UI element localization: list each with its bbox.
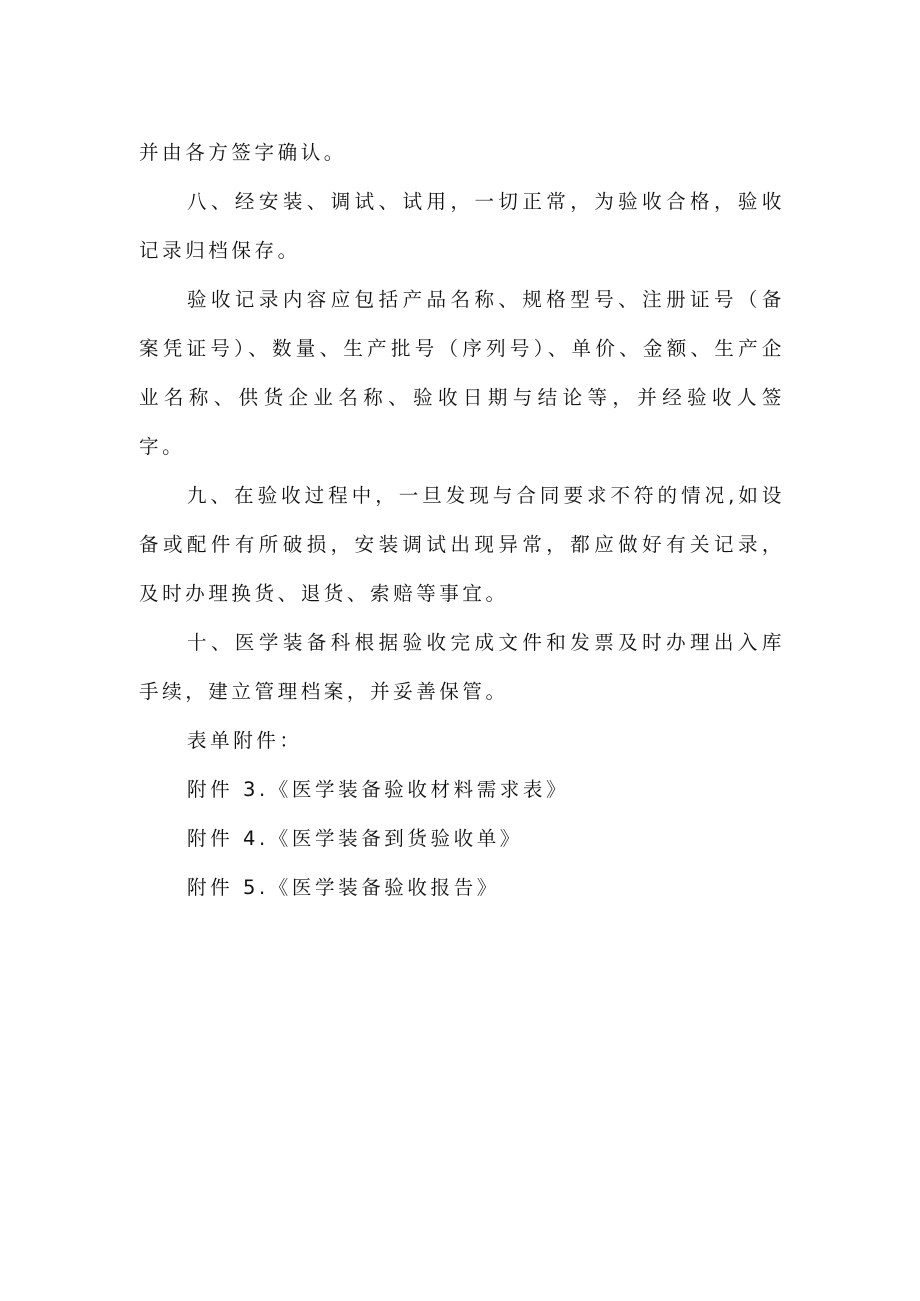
attachment-item-3: 附件 3.《医学装备验收材料需求表》	[187, 778, 570, 801]
attachment-item-4: 附件 4.《医学装备到货验收单》	[187, 827, 523, 850]
paragraph-signature-confirmation: 并由各方签字确认。	[139, 141, 347, 164]
document-body	[139, 128, 785, 912]
paragraph-item-9: 九、在验收过程中，一旦发现与合同要求不符的情况,如设备或配件有所破损，安装调试出现异常，都应做好有关记录，及时办理换货、退货、索赔等事宜。	[139, 484, 785, 605]
paragraph-item-10: 十、医学装备科根据验收完成文件和发票及时办理出入库手续，建立管理档案，并妥善保管。	[139, 631, 785, 703]
attachment-item-5: 附件 5.《医学装备验收报告》	[187, 876, 500, 899]
attachments-heading: 表单附件：	[187, 729, 303, 752]
paragraph-item-8: 八、经安装、调试、试用，一切正常，为验收合格，验收记录归档保存。	[139, 190, 785, 262]
paragraph-record-contents: 验收记录内容应包括产品名称、规格型号、注册证号（备案凭证号）、数量、生产批号（序列号）、单价、金额、生产企业名称、供货企业名称、验收日期与结论等，并经验收人签字。	[139, 288, 785, 458]
